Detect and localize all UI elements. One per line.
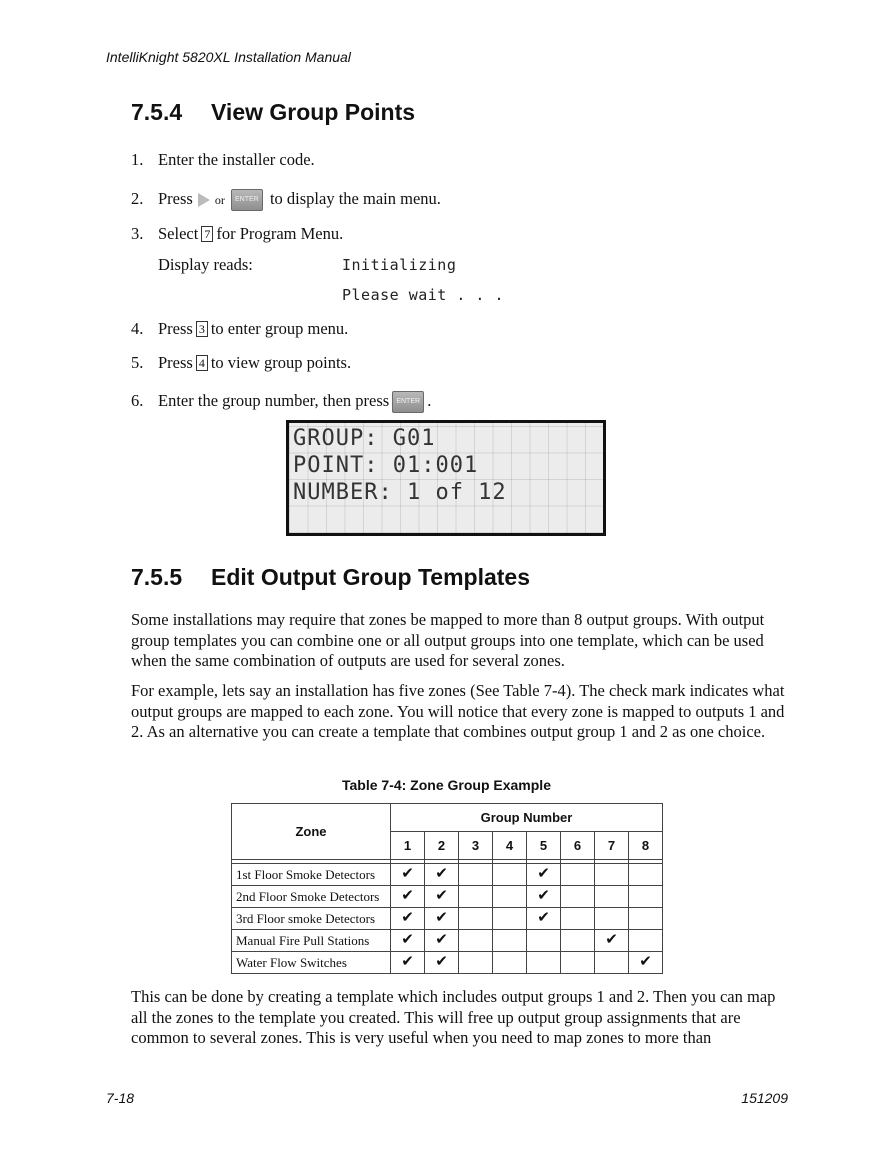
display-line-2: Please wait . . . [342,286,505,304]
check-mark-icon: ✔ [425,864,459,886]
step-5: 5. Press 4 to view group points. [131,353,352,372]
empty-cell [561,886,595,908]
zone-name: 2nd Floor Smoke Detectors [232,886,391,908]
zone-name: Water Flow Switches [232,952,391,974]
empty-cell [527,930,561,952]
zone-name: Manual Fire Pull Stations [232,930,391,952]
empty-cell [629,864,663,886]
step-4: 4. Press 3 to enter group menu. [131,319,349,338]
empty-cell [459,908,493,930]
step-1: 1. Enter the installer code. [131,150,315,169]
group-number-5: 5 [527,832,561,860]
empty-cell [595,886,629,908]
table-row [232,908,663,930]
display-line-1: Initializing [342,256,457,274]
group-number-7: 7 [595,832,629,860]
table-row [232,886,663,908]
key-4-icon: 4 [196,355,208,371]
empty-cell [561,930,595,952]
empty-cell [493,930,527,952]
check-mark-icon: ✔ [527,908,561,930]
empty-cell [459,952,493,974]
key-7-icon: 7 [201,226,213,242]
lcd-line-group: GROUP: G01 [293,426,436,451]
table-row [232,952,663,974]
check-mark-icon: ✔ [527,886,561,908]
empty-cell [561,952,595,974]
table-row [232,930,663,952]
group-number-8: 8 [629,832,663,860]
check-mark-icon: ✔ [629,952,663,974]
display-reads-label: Display reads: [158,255,253,274]
empty-cell [595,952,629,974]
document-number: 151209 [741,1090,788,1106]
zone-column-header: Zone [232,804,391,860]
zone-name: 3rd Floor smoke Detectors [232,908,391,930]
group-number-4: 4 [493,832,527,860]
empty-cell [527,952,561,974]
check-mark-icon: ✔ [425,930,459,952]
section-title: Edit Output Group Templates [211,564,531,590]
enter-key-icon: ENTER [231,189,263,211]
table-caption: Table 7-4: Zone Group Example [341,777,551,793]
empty-cell [493,886,527,908]
group-number-6: 6 [561,832,595,860]
empty-cell [459,864,493,886]
section-heading-edit-output-group-templates [131,564,530,591]
right-arrow-key-icon [198,193,210,207]
check-mark-icon: ✔ [391,864,425,886]
paragraph-template: This can be done by creating a template which includes output groups 1 and 2. Then you can map all the zones to the template you created. This will free up output group assignments that are common to several zones. This is very useful when you need to map zones to more than [131,987,776,1047]
paragraph-example: For example, lets say an installation has five zones (See Table 7-4). The check mark indicates what output groups are mapped to each zone. You will notice that every zone is mapped to outputs 1 and 2. As an alternative you can create a template that combines output group 1 and 2 as one choice. [131,681,785,741]
empty-cell [629,886,663,908]
group-number-3: 3 [459,832,493,860]
lcd-line-point: POINT: 01:001 [293,453,479,478]
check-mark-icon: ✔ [527,864,561,886]
empty-cell [493,864,527,886]
section-title: View Group Points [211,99,416,125]
section-number: 7.5.5 [131,564,183,590]
zone-group-table [231,803,663,974]
zone-name: 1st Floor Smoke Detectors [232,864,391,886]
check-mark-icon: ✔ [595,930,629,952]
empty-cell [459,930,493,952]
check-mark-icon: ✔ [391,952,425,974]
check-mark-icon: ✔ [425,952,459,974]
paragraph-intro: Some installations may require that zones be mapped to more than 8 output groups. With output group templates you can combine one or all output groups into one template, which can be used when the same combination of outputs are used for several zones. [131,610,765,670]
step-2: 2. Press or ENTER to display the main menu. [131,189,441,211]
check-mark-icon: ✔ [391,930,425,952]
section-heading-view-group-points [131,99,415,126]
empty-cell [493,908,527,930]
lcd-display [286,420,606,536]
group-number-header: Group Number [391,804,663,832]
empty-cell [459,886,493,908]
group-number-1: 1 [391,832,425,860]
step-6: 6. Enter the group number, then press ENTER . [131,391,431,413]
empty-cell [493,952,527,974]
check-mark-icon: ✔ [425,886,459,908]
key-3-icon: 3 [196,321,208,337]
group-number-2: 2 [425,832,459,860]
empty-cell [561,864,595,886]
empty-cell [561,908,595,930]
check-mark-icon: ✔ [391,886,425,908]
running-header: IntelliKnight 5820XL Installation Manual [106,49,351,65]
page-number: 7-18 [106,1090,135,1106]
section-number: 7.5.4 [131,99,183,125]
enter-key-icon: ENTER [392,391,424,413]
empty-cell [629,908,663,930]
check-mark-icon: ✔ [425,908,459,930]
empty-cell [595,864,629,886]
empty-cell [629,930,663,952]
step-3: 3. Select 7 for Program Menu. [131,224,344,243]
check-mark-icon: ✔ [391,908,425,930]
table-row [232,864,663,886]
empty-cell [595,908,629,930]
lcd-line-number: NUMBER: 1 of 12 [293,480,507,505]
